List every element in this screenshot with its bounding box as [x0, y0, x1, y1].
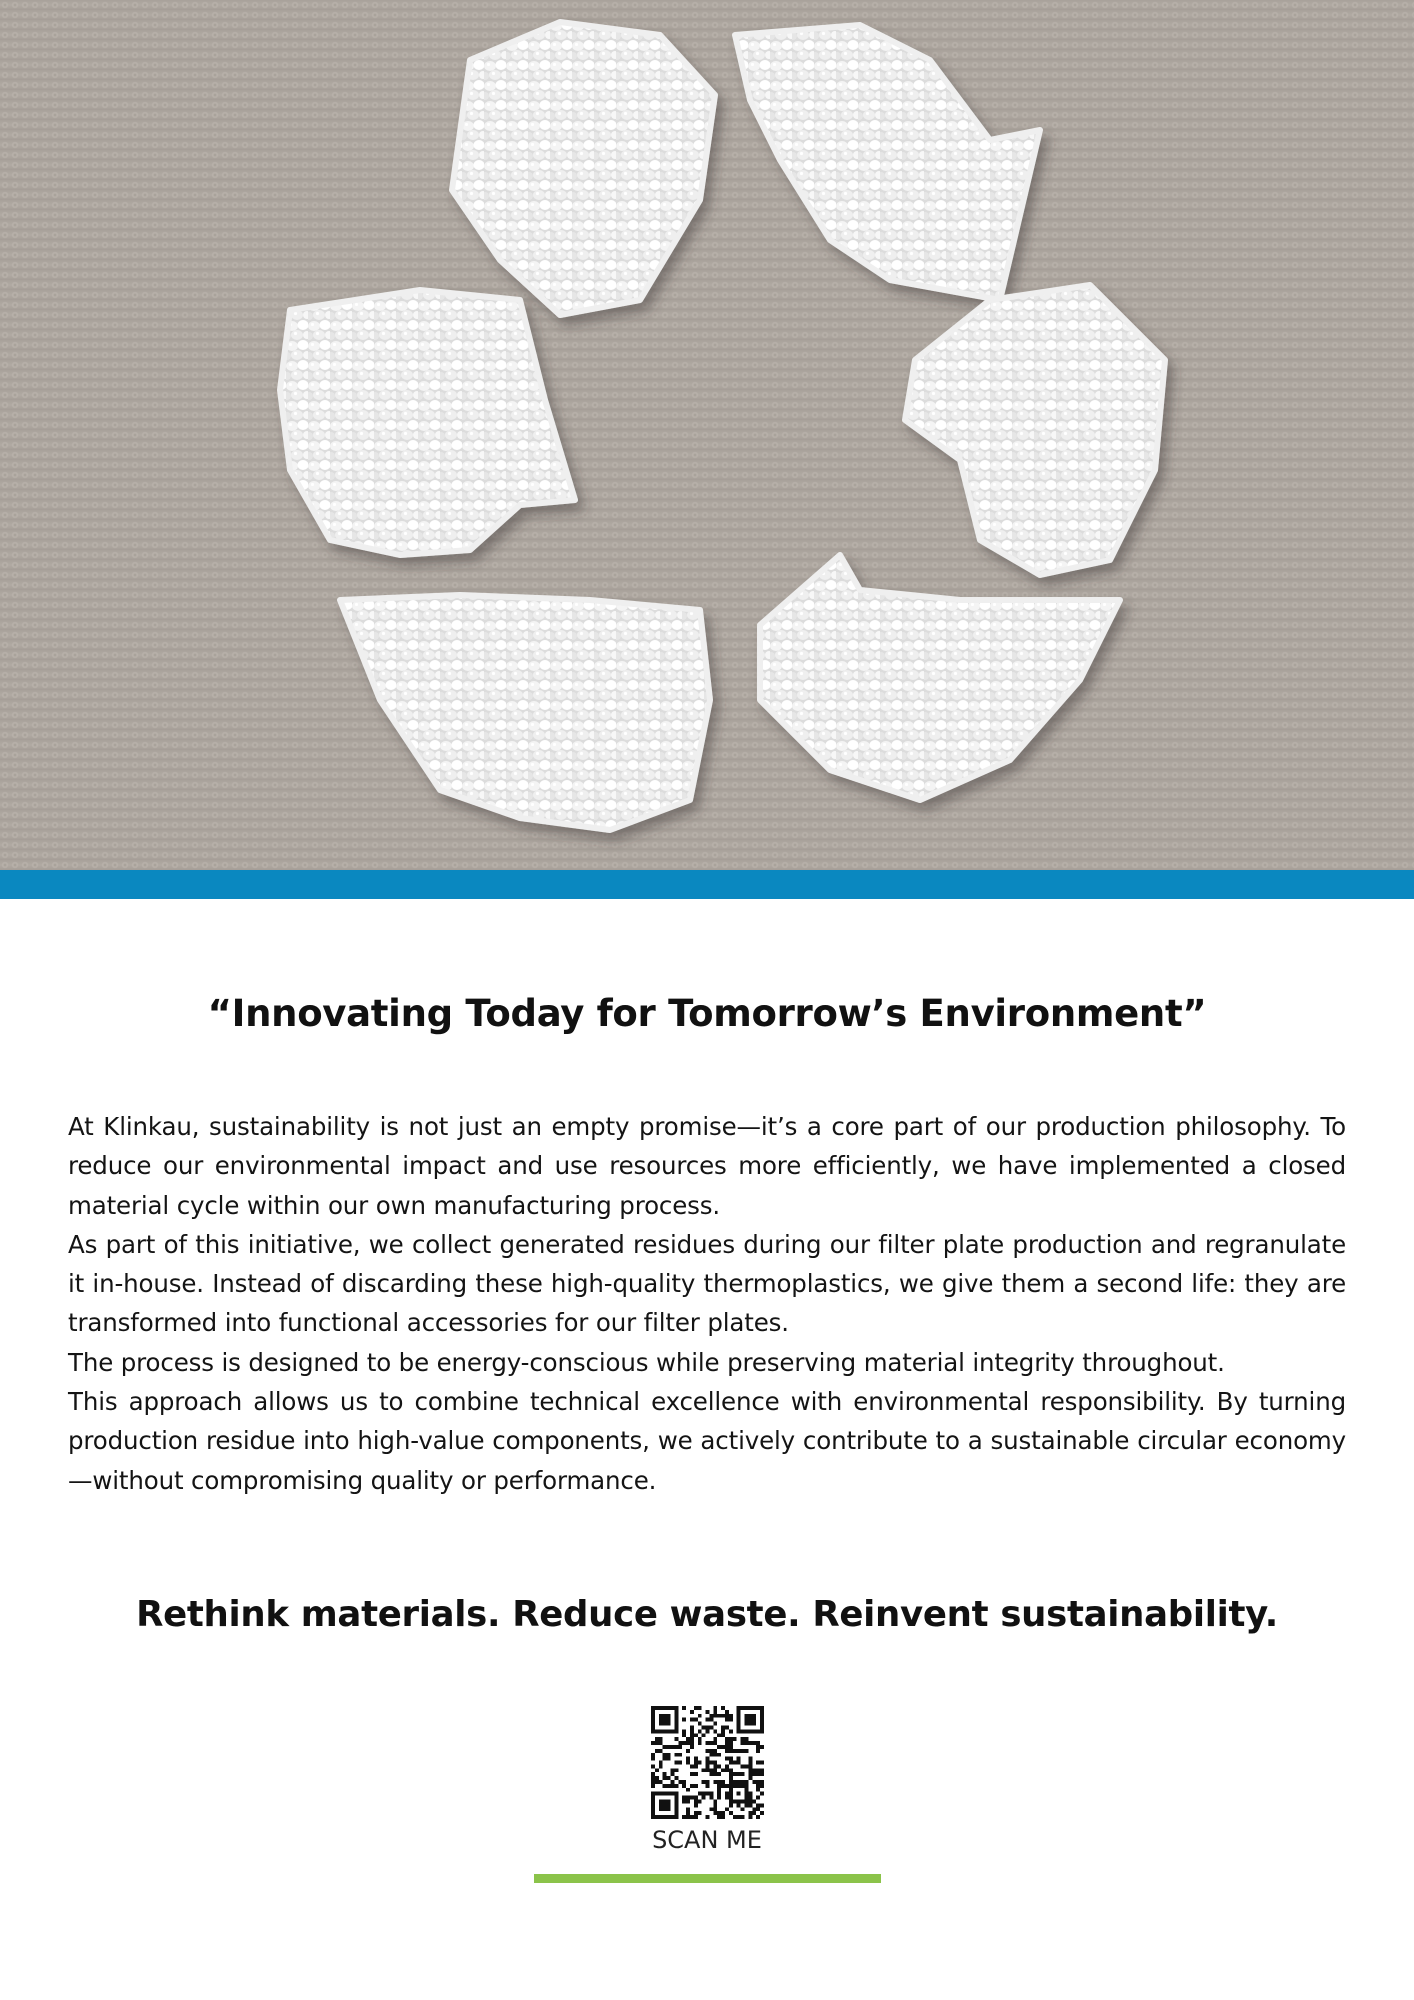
body-text — [68, 1107, 1346, 1500]
scan-me-label: SCAN ME — [652, 1826, 762, 1854]
paragraph: As part of this initiative, we collect generated residues during our filter plate production and regranulate it in-house. Instead of discarding these high-quality thermoplastics, we give them a second life: they are transformed into functional accessories for our filter plates. — [68, 1229, 1346, 1338]
recycling-symbol-pellets-icon — [0, 0, 1414, 870]
paragraph: At Klinkau, sustainability is not just an empty promise—it’s a core part of our production philosophy. To reduce our environmental impact and use resources more efficiently, we have implemented a closed material cycle within our own manufacturing process. — [68, 1112, 1346, 1220]
slogan: Rethink materials. Reduce waste. Reinvent sustainability. — [136, 1594, 1278, 1635]
headline: “Innovating Today for Tomorrow’s Environment” — [207, 992, 1207, 1035]
qr-code-icon[interactable] — [651, 1706, 764, 1819]
hero-image — [0, 0, 1414, 870]
paragraph: This approach allows us to combine technical excellence with environmental responsibility. By turning production residue into high-value components, we actively contribute to a sustainable circular economy—without compromising quality or performance. — [68, 1387, 1346, 1495]
accent-bar — [0, 870, 1414, 899]
paragraph: The process is designed to be energy-conscious while preserving material integrity throughout. — [68, 1347, 1225, 1377]
green-divider — [534, 1874, 881, 1883]
